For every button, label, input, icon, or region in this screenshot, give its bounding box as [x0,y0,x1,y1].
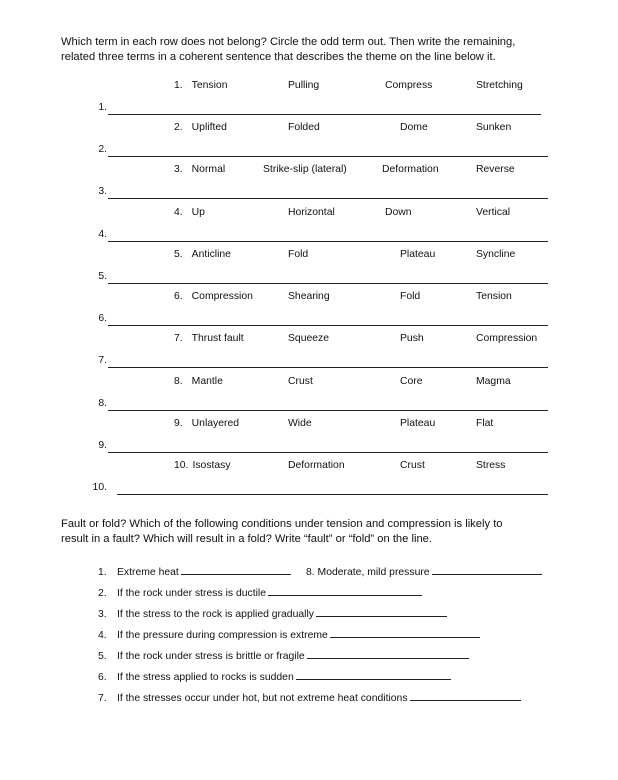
item-text: If the rock under stress is brittle or fragile [117,651,305,662]
answer-line[interactable] [117,494,548,495]
term-4[interactable]: Stress [476,460,506,471]
term-3[interactable]: Dome [400,122,428,133]
term-row [0,291,618,333]
term-3[interactable]: Deformation [382,164,439,175]
term-4[interactable]: Compression [476,333,538,344]
term-2[interactable]: Wide [288,418,312,429]
term-text: Uplifted [191,122,227,133]
item-number: 6. [98,672,107,683]
term-text: Unlayered [191,418,240,429]
term-1[interactable] [174,418,239,429]
term-text: Tension [191,80,228,91]
term-3[interactable]: Plateau [400,418,436,429]
answer-blank[interactable] [181,564,291,575]
term-row [0,249,618,291]
instructions [61,35,561,65]
term-4[interactable]: Reverse [476,164,515,175]
term-row [0,333,618,375]
term-text: Up [191,207,205,218]
item-number: 4. [98,630,107,641]
term-text: Isostasy [192,460,231,471]
term-1[interactable] [174,249,231,260]
item-number: 1. [98,567,107,578]
section2-line-1: Fault or fold? Which of the following conditions under tension and compression is likely to [61,518,503,530]
row-label: 8. [174,376,183,387]
row-label: 2. [174,122,183,133]
term-text: Compression [191,291,253,302]
section2-line-2: result in a fault? Which will result in a fold? Write “fault” or “fold” on the line. [61,533,433,545]
answer-line[interactable] [108,156,548,157]
answer-line-number: 9. [98,440,107,451]
term-text: Mantle [191,376,223,387]
term-2[interactable]: Folded [288,122,320,133]
term-row [0,207,618,249]
fault-fold-item [98,564,291,578]
row-label: 3. [174,164,183,175]
row-label: 1. [174,80,183,91]
term-1[interactable] [174,291,253,302]
term-2[interactable]: Crust [288,376,313,387]
term-3[interactable]: Crust [400,460,425,471]
instructions-line-1: Which term in each row does not belong? Circle the odd term out. Then write the remaining, [61,36,516,48]
instructions-line-2: related three terms in a coherent sentence that describes the theme on the line below it. [61,51,496,63]
term-3[interactable]: Push [400,333,424,344]
item-8-text: 8. Moderate, mild pressure [306,567,430,578]
term-4[interactable]: Syncline [476,249,516,260]
term-text: Anticline [191,249,231,260]
fault-fold-item-8 [306,564,542,578]
answer-line[interactable] [108,198,548,199]
answer-line-number: 6. [98,313,107,324]
answer-line-number: 7. [98,355,107,366]
fault-fold-item [98,606,447,620]
answer-line-number: 5. [98,271,107,282]
answer-line-number: 3. [98,186,107,197]
fault-fold-item [98,648,469,662]
term-text: Thrust fault [191,333,244,344]
item-text: If the stress to the rock is applied gradually [117,609,314,620]
term-4[interactable]: Magma [476,376,511,387]
term-3[interactable]: Compress [385,80,433,91]
term-2[interactable]: Strike-slip (lateral) [263,164,347,175]
term-2[interactable]: Fold [288,249,309,260]
term-1[interactable] [174,164,225,175]
term-4[interactable]: Vertical [476,207,511,218]
term-3[interactable]: Plateau [400,249,436,260]
term-2[interactable]: Pulling [288,80,320,91]
fault-fold-item [98,627,480,641]
answer-line-number: 10. [92,482,107,493]
term-1[interactable] [174,333,244,344]
term-4[interactable]: Tension [476,291,512,302]
term-row [0,460,618,502]
term-1[interactable] [174,460,231,471]
row-label: 7. [174,333,183,344]
row-label: 9. [174,418,183,429]
term-row [0,418,618,460]
term-3[interactable]: Core [400,376,423,387]
term-3[interactable]: Down [385,207,412,218]
item-text: If the stresses occur under hot, but not extreme heat conditions [117,693,408,704]
answer-blank[interactable] [307,648,469,659]
answer-blank[interactable] [410,690,521,701]
item-text: If the stress applied to rocks is sudden [117,672,294,683]
item-number: 5. [98,651,107,662]
answer-blank-8[interactable] [432,564,542,575]
term-2[interactable]: Horizontal [288,207,335,218]
item-number: 7. [98,693,107,704]
term-text: Normal [191,164,226,175]
row-label: 6. [174,291,183,302]
answer-line[interactable] [108,283,548,284]
item-number: 2. [98,588,107,599]
term-row [0,122,618,164]
answer-line-number: 1. [98,102,107,113]
answer-blank[interactable] [330,627,480,638]
fault-fold-item [98,690,521,704]
term-2[interactable]: Squeeze [288,333,330,344]
answer-line[interactable] [108,367,548,368]
item-text: Extreme heat [117,567,179,578]
answer-line[interactable] [108,410,548,411]
term-1[interactable] [174,207,205,218]
answer-blank[interactable] [316,606,447,617]
item-number: 3. [98,609,107,620]
answer-line-number: 2. [98,144,107,155]
answer-line[interactable] [108,452,548,453]
row-label: 4. [174,207,183,218]
fault-fold-item [98,669,451,683]
answer-blank[interactable] [268,585,422,596]
term-3[interactable]: Fold [400,291,421,302]
term-1[interactable] [174,376,223,387]
answer-line[interactable] [108,241,548,242]
term-4[interactable]: Sunken [476,122,512,133]
answer-blank[interactable] [296,669,451,680]
answer-line-number: 4. [98,229,107,240]
term-4[interactable]: Flat [476,418,494,429]
row-label: 5. [174,249,183,260]
term-row [0,164,618,206]
section2-instructions [61,517,561,547]
term-1[interactable] [174,122,227,133]
answer-line[interactable] [108,114,541,115]
term-2[interactable]: Deformation [288,460,345,471]
fault-fold-item [98,585,422,599]
term-2[interactable]: Shearing [288,291,330,302]
answer-line[interactable] [108,325,548,326]
term-4[interactable]: Stretching [476,80,523,91]
item-text: If the rock under stress is ductile [117,588,266,599]
row-label: 10. [174,460,189,471]
term-row [0,376,618,418]
term-row [0,80,618,122]
answer-line-number: 8. [98,398,107,409]
item-text: If the pressure during compression is extreme [117,630,328,641]
term-1[interactable] [174,80,228,91]
